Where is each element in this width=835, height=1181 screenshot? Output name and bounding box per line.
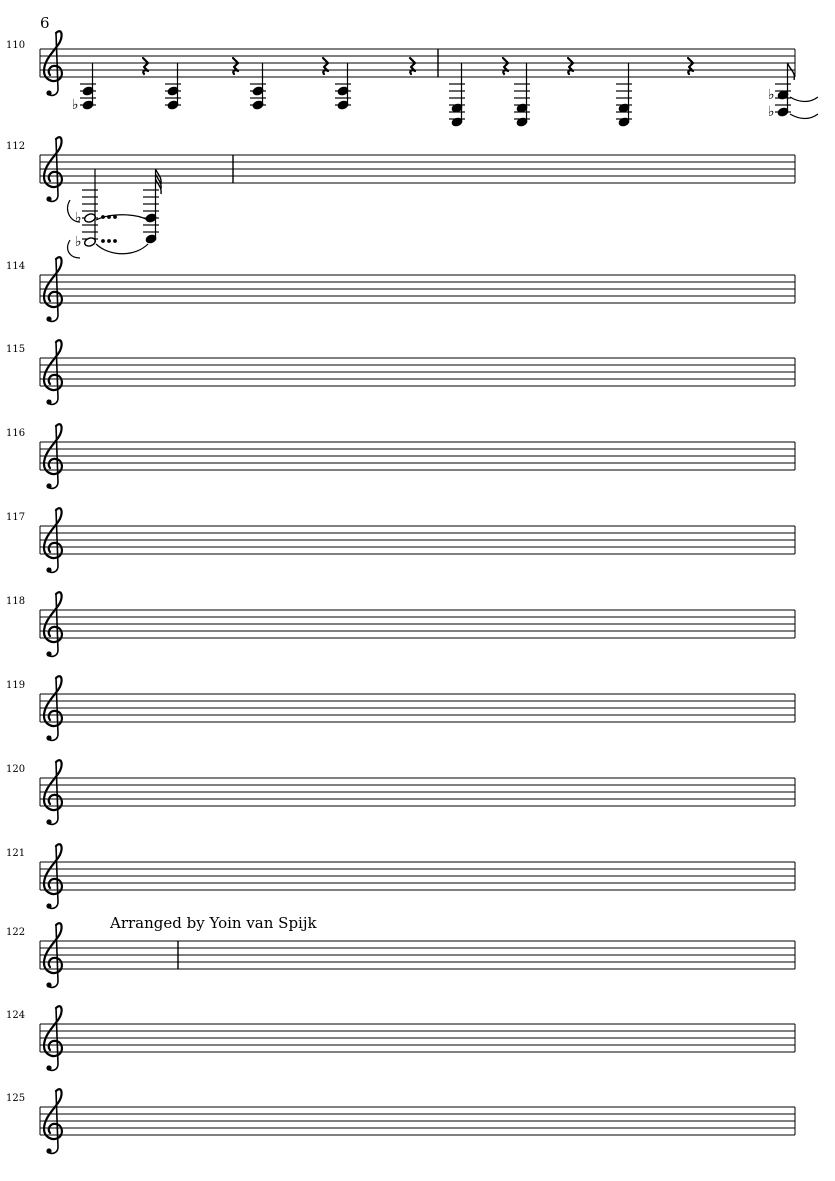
staff-112 — [40, 137, 795, 201]
measure-number: 114 — [6, 261, 26, 272]
staff-117 — [40, 508, 795, 572]
quarter-rest-icon — [323, 58, 328, 74]
svg-text:♭: ♭ — [768, 104, 775, 120]
measure-number: 118 — [6, 596, 26, 607]
staff-120 — [40, 760, 795, 824]
measure-number: 121 — [6, 848, 26, 859]
svg-text:♭: ♭ — [768, 87, 775, 103]
quarter-rest-icon — [410, 58, 415, 74]
staff-118 — [40, 592, 795, 656]
arranger-credit: Arranged by Yoin van Spijk — [110, 914, 317, 932]
measure-number: 120 — [6, 764, 26, 775]
quarter-rest-icon — [233, 58, 238, 74]
measure-number: 116 — [6, 428, 26, 439]
chord — [75, 169, 116, 250]
measure-number: 117 — [6, 512, 26, 523]
measure-number: 112 — [6, 141, 26, 152]
staff-116 — [40, 424, 795, 488]
quarter-rest-icon — [503, 58, 508, 74]
page-number: 6 — [40, 14, 50, 32]
staff-114 — [40, 257, 795, 321]
quarter-rest-icon — [143, 58, 148, 74]
measure-number: 119 — [6, 680, 26, 691]
staff-122 — [40, 923, 795, 987]
svg-text:♭: ♭ — [72, 97, 79, 113]
chord — [516, 63, 528, 127]
staff-110 — [40, 31, 795, 95]
staff-124 — [40, 1006, 795, 1070]
quarter-rest-icon — [568, 58, 573, 74]
measure-number: 122 — [6, 927, 26, 938]
measure-number: 110 — [6, 40, 26, 51]
measure-number: 125 — [6, 1093, 26, 1104]
staff-119 — [40, 676, 795, 740]
quarter-rest-icon — [688, 58, 693, 74]
measure-number: 115 — [6, 344, 26, 355]
staff-115 — [40, 340, 795, 404]
measure-number: 124 — [6, 1010, 26, 1021]
svg-text:♭: ♭ — [75, 234, 82, 250]
staff-125 — [40, 1089, 795, 1153]
staff-121 — [40, 844, 795, 908]
chord — [618, 63, 630, 127]
notes-112 — [68, 169, 162, 258]
svg-text:♭: ♭ — [75, 210, 82, 226]
chord — [145, 169, 161, 244]
notes-110-111 — [72, 58, 818, 127]
chord — [451, 63, 463, 127]
